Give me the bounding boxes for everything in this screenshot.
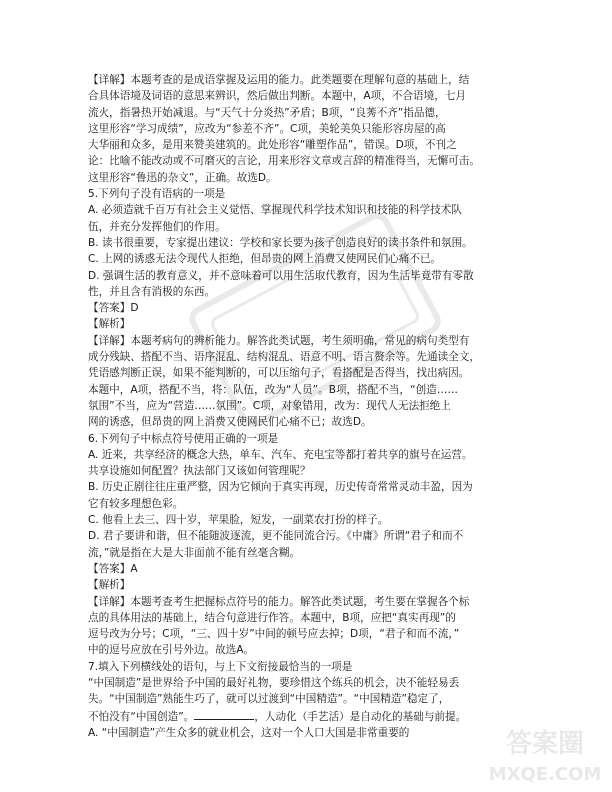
option-line: C. 上网的诱惑无法令现代人拒绝，但昂贵的网上消费又使网民们心痛不已。 [88, 253, 442, 266]
option-line: B. 读书很重要，专家提出建议：学校和家长要为孩子创造良好的读书条件和氛围。 [88, 236, 473, 249]
option-line: B. 历史正剧往往庄重严整，因为它倾向于真实再现，历史传奇常常灵动丰盈，因为 [88, 481, 473, 494]
fill-in-blank [194, 708, 254, 720]
text-line: 大华丽和众多，是用来赞美建筑的。此处形容“雕塑作品”，错误。D项，不刊之 [88, 139, 457, 152]
text-line: 合具体语境及词语的意思来辨识，然后做出判断。本题中，A项，不合语境，七月 [88, 90, 467, 103]
option-line: 它有较多理想色彩。 [88, 497, 184, 510]
text-line: 点的具体用法的基础上，结合句意进行作答。本题中，B项，应把“真实再现”的 [88, 611, 456, 624]
option-line: D. 强调生活的教育意义，并不意味着可以用生活取代教育，因为生活毕竟带有零散 [88, 269, 474, 282]
option-line: A. “中国制造”产生众多的就业机会，这对一个人口大国是非常重要的 [88, 726, 410, 739]
text-line: 这里形容“学习成绩”，应改为“参差不齐”。C项，美轮美奂只能形容房屋的高 [88, 122, 446, 135]
answer-label: 【答案】A [88, 562, 138, 575]
option-line: 共享设施如何配置？执法部门又该如何管理呢？ [88, 465, 311, 478]
text-line: 这里形容“鲁迅的杂文”，正确。故选D。 [88, 171, 277, 184]
option-line: A. 近来，共享经济的概念大热，单车、汽车、充电宝等都打着共享的旗号在运营。 [88, 448, 473, 461]
option-line: 流，”就是指在大是大非面前不能有丝毫含糊。 [88, 546, 301, 559]
text-line: 凭语感判断正误，如果不能判断的，可以压缩句子，看搭配是否得当，找出病因。 [88, 367, 470, 380]
passage-text: 不怕没有“中国创造”。 [88, 710, 195, 723]
text-line: 本题中，A项，搭配不当，将：队伍，改为“人员”。B项，搭配不当，“创造…… [88, 383, 458, 396]
analysis-label: 【解析】 [88, 318, 131, 331]
passage-line: “中国制造”是世界给予中国的最好礼物，要珍惜这个练兵的机会，决不能轻易丢 [88, 676, 460, 689]
text-line: 氛围”不当，应为“营造……氛围”。C项，对象错用，改为：现代人无法拒绝上 [88, 399, 451, 412]
option-line: 伍，并充分发挥他们的作用。 [88, 220, 226, 233]
question-7-stem: 7.填入下列横线处的语句，与上下文衔接最恰当的一项是 [88, 660, 353, 673]
document-body [88, 72, 524, 741]
text-line: 【详解】本题考病句的辨析能力。解答此类试题，考生须明确，常见的病句类型有 [88, 334, 470, 347]
text-line: 【详解】本题考查的是成语掌握及运用的能力。此类题要在理解句意的基础上，结 [88, 74, 470, 86]
text-line: 网的诱惑，但昂贵的网上消费又使网民们心痛不已；故选D。 [88, 416, 372, 429]
passage-line: 失。“中国制造”熟能生巧了，就可以过渡到“中国精造”。“中国精造”稳定了， [88, 693, 450, 706]
watermark-text: 答案圈 [505, 729, 585, 759]
text-line: 流火，指暑热开始减退。与“天气十分炎热”矛盾；B项，“良莠不齐”指品德， [88, 106, 446, 119]
passage-line [88, 708, 524, 725]
text-line: 中的逗号应放在引号外边。故选A。 [88, 644, 255, 657]
passage-text: ，人动化（手艺活）是自动化的基础与前提。 [254, 710, 467, 723]
answer-label: 【答案】D [88, 302, 139, 315]
text-line: 论：比喻不能改动或不可磨灭的言论，用来形容文章或言辞的精准得当，无懈可击。 [88, 155, 480, 168]
text-line: 【详解】本题考查考生把握标点符号的能力。解答此类试题，考生要在掌握各个标 [88, 595, 470, 608]
watermark-url: MXQE.COM [488, 764, 602, 785]
option-line: A. 必须造就千百万有社会主义觉悟、掌握现代科学技术知识和技能的科学技术队 [88, 204, 462, 217]
option-line: D. 君子要讲和谐，但不能随波逐流，更不能同流合污。《中庸》所谓“君子和而不 [88, 530, 464, 543]
question-6-stem: 6.下列句子中标点符号使用正确的一项是 [88, 432, 279, 445]
text-line: 成分残缺、搭配不当、语序混乱、结构混乱、语意不明、语言赘余等。先通读全文， [88, 351, 480, 364]
option-line: C. 他看上去三、四十岁，苹果脸，短发，一副菜农打扮的样子。 [88, 514, 389, 527]
question-5-stem: 5.下列句子没有语病的一项是 [88, 188, 226, 201]
analysis-label: 【解析】 [88, 579, 131, 592]
text-line: 逗号改为分号；C项，“三、四十岁”中间的顿号应去掉；D项，“君子和而不流，” [88, 628, 460, 641]
option-line: 性，并且含有消极的东西。 [88, 285, 216, 298]
